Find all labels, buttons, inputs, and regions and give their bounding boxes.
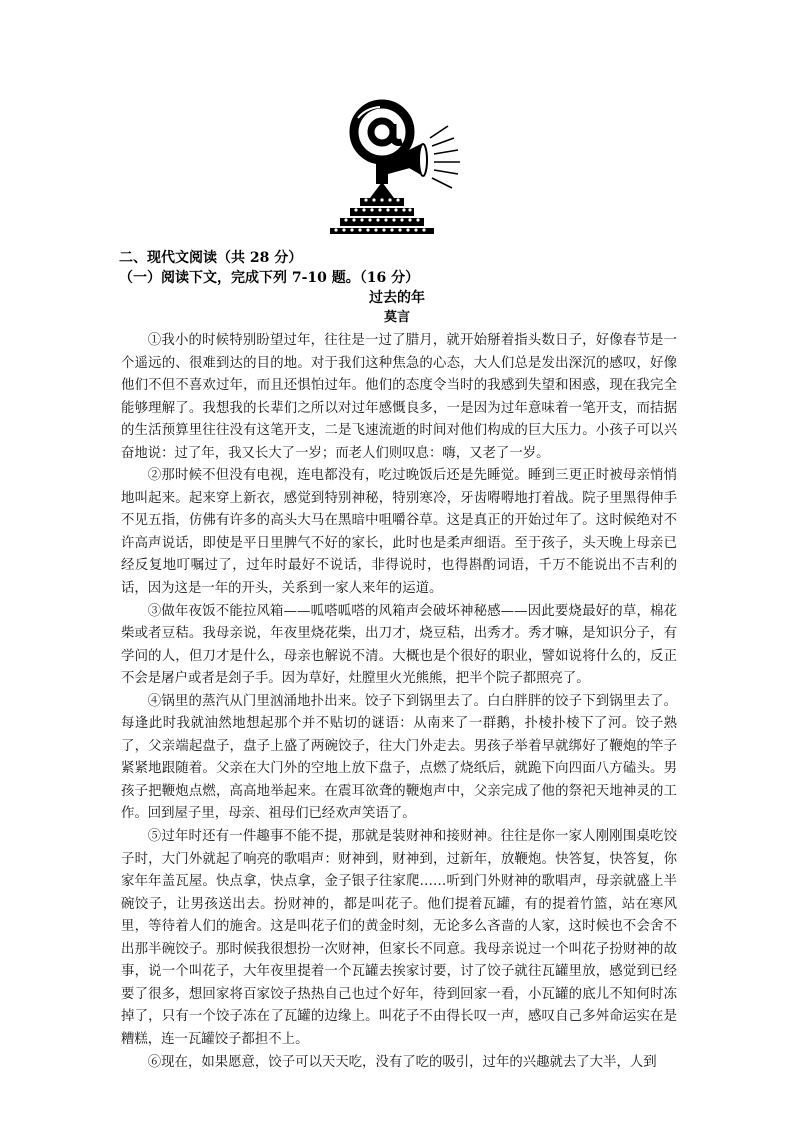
paragraph-6: ⑥现在，如果愿意，饺子可以天天吃，没有了吃的吸引，过年的兴趣就去了大半，人到 (147, 1054, 657, 1070)
paragraph-3: ③做年夜饭不能拉风箱——呱嗒呱嗒的风箱声会破坏神秘感——因此要烧最好的草，棉花柴或者豆秸。我母亲说，年夜里烧花柴，出刀才，烧豆秸，出秀才。秀才嘛，是知识分子，有学问的人，但刀才是什么，母亲也解说不清。大概也是个很好的职业，譬如说将什么的，反正不会是屠户或者是刽子手。因为草好，灶膛里火光熊熊，把半个院子都照亮了。 (121, 603, 677, 687)
paragraph-2: ②那时候不但没有电视，连电都没有，吃过晚饭后还是先睡觉。睡到三更正时被母亲悄悄地叫起来。起来穿上新衣，感觉到特别神秘，特别寒冷，牙齿嘚嘚地打着战。院子里黑得伸手不见五指，仿佛有许多的高头大马在黑暗中咀嚼谷草。这是真正的开始过年了。这时候绝对不许高声说话，即使是平日里脾气不好的家长，此时也是柔声细语。至于孩子，头天晚上母亲已经反复地叮嘱过了，过年时最好不说话，非得说时，也得斟酌词语，千万不能说出不吉利的话，因为这是一年的开头，关系到一家人来年的运道。 (121, 468, 677, 597)
megaphone-at-pyramid-icon (324, 98, 470, 234)
article-body (121, 330, 677, 1074)
article-author: 莫言 (383, 310, 410, 325)
paragraph-4: ④锅里的蒸汽从门里汹涌地扑出来。饺子下到锅里去了。白白胖胖的饺子下到锅里去了。每逢此时我就油然地想起那个并不贴切的谜语：从南来了一群鹅，扑棱扑棱下了河。饺子熟了，父亲端起盘子，盘子上盛了两碗饺子，往大门外走去。男孩子举着早就绑好了鞭炮的竿子紧紧地跟随着。父亲在大门外的空地上放下盘子，点燃了烧纸后，就跪下向四面八方磕头。男孩子把鞭炮点燃，高高地举起来。在震耳欲聋的鞭炮声中，父亲完成了他的祭祀天地神灵的工作。回到屋子里，母亲、祖母们已经欢声笑语了。 (121, 693, 677, 822)
paragraph-5: ⑤过年时还有一件趣事不能不提，那就是装财神和接财神。往往是你一家人刚刚围桌吃饺子时，大门外就起了响亮的歌唱声：财神到，财神到，过新年，放鞭炮。快答复，快答复，你家年年盖瓦屋。快点拿，快点拿，金子银子往家爬……听到门外财神的歌唱声，母亲就盛上半碗饺子，让男孩送出去。扮财神的，都是叫花子。他们提着瓦罐，有的提着竹篮，站在寒风里，等待着人们的施舍。这是叫花子们的黄金时刻，无论多么吝啬的人家，这时候也不会舍不出那半碗饺子。那时候我很想扮一次财神，但家长不同意。我母亲说过一个叫花子扮财神的故事，说一个叫花子，大年夜里提着一个瓦罐去挨家讨要，讨了饺子就往瓦罐里放，感觉到已经要了很多，想回家将百家饺子热热自己也过个好年，待到回家一看，小瓦罐的底儿不知何时冻掉了，只有一个饺子冻在了瓦罐的边缘上。叫花子不由得长叹一声，感叹自己多舛命运实在是糟糕，连一瓦罐饺子都担不上。 (121, 829, 677, 1047)
paragraph-1: ①我小的时候特别盼望过年，往往是一过了腊月，就开始掰着指头数日子，好像春节是一个遥远的、很难到达的目的地。对于我们这种焦急的心态，大人们总是发出深沉的感叹，好像他们不但不喜欢过年，而且还惧怕过年。他们的态度令当时的我感到失望和困惑，现在我完全能够理解了。我想我的长辈们之所以对过年感慨良多，一是因为过年意味着一笔开支，而拮据的生活预算里往往没有这笔开支，二是飞速流逝的时间对他们构成的巨大压力。小孩子可以兴奋地说：过了年，我又长大了一岁；而老人们则叹息：嗨，又老了一岁。 (121, 333, 677, 461)
article-title: 过去的年 (369, 290, 425, 306)
section-title: 二、现代文阅读（共 28 分） (119, 250, 303, 266)
subsection-title: （一）阅读下文，完成下列 7-10 题。（16 分） (119, 270, 420, 286)
